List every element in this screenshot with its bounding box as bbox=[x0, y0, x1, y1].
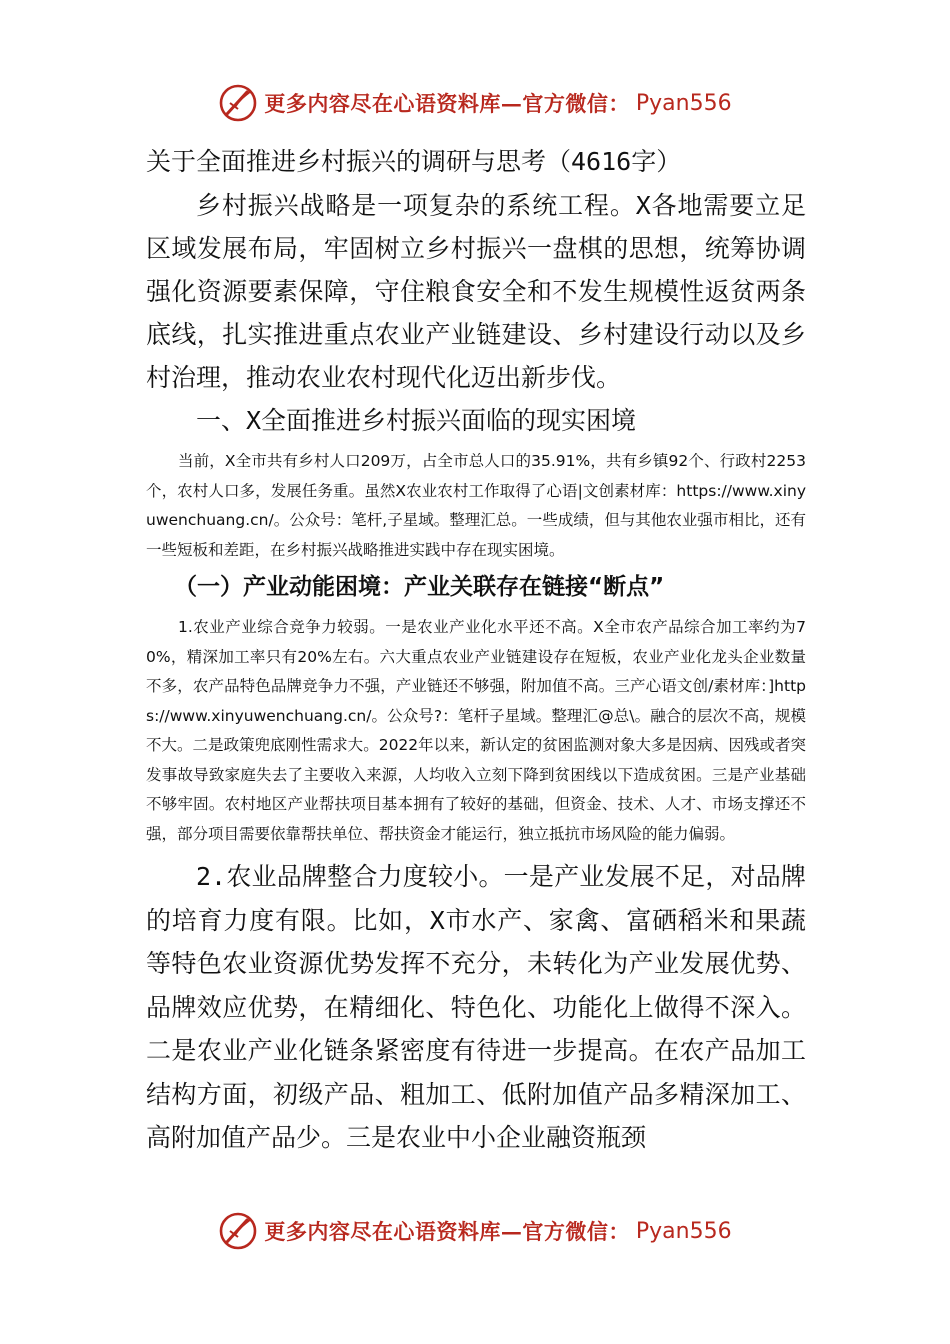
quill-logo-icon bbox=[218, 83, 258, 123]
lead-paragraph: 乡村振兴战略是一项复杂的系统工程。X各地需要立足区域发展布局，牢固树立乡村振兴一盘棋的思想，统筹协调强化资源要素保障，守住粮食安全和不发生规模性返贫两条底线，扎实推进重点农业产业链建设、乡村建设行动以及乡村治理，推动农业农村现代化迈出新步伐。 bbox=[146, 191, 806, 392]
header-banner bbox=[0, 80, 950, 126]
document-body bbox=[146, 140, 806, 1160]
quill-logo-icon bbox=[218, 1211, 258, 1251]
paragraph-1: 1.农业产业综合竞争力较弱。一是农业产业化水平还不高。X全市农产品综合加工率约为70%，精深加工率只有20%左右。六大重点农业产业链建设存在短板，农业产业化龙头企业数量不多，农产品特色品牌竞争力不强，产业链还不够强，附加值不高。三产心语文创/素材库：]https://www.xinyuwenchuang.cn/。公众号?：笔杆子星域。整理汇@总\。融合的层次不高，规模不大。二是政策兜底刚性需求大。2022年以来，新认定的贫困监测对象大多是因病、因残或者突发事故导致家庭失去了主要收入来源，人均收入立刻下降到贫困线以下造成贫困。三是产业基础不够牢固。农村地区产业帮扶项目基本拥有了较好的基础，但资金、技术、人才、市场支撑还不强，部分项目需要依靠帮扶单位、帮扶资金才能运行，独立抵抗市场风险的能力偏弱。 bbox=[146, 618, 806, 843]
section-heading: 一、X全面推进乡村振兴面临的现实困境 bbox=[196, 406, 637, 435]
section-intro-paragraph: 当前，X全市共有乡村人口209万，占全市总人口的35.91%，共有乡镇92个、行政村2253个，农村人口多，发展任务重。虽然X农业农村工作取得了心语|文创素材库：https://www.xinyuwenchuang.cn/。公众号：笔杆,子星域。整理汇总。一些成绩，但与其他农业强市相比，还有一些短板和差距，在乡村振兴战略推进实践中存在现实困境。 bbox=[146, 452, 806, 559]
header-banner-text: 更多内容尽在心语资料库—官方微信： bbox=[264, 91, 630, 116]
footer-banner bbox=[0, 1208, 950, 1254]
subsection-heading: （一）产业动能困境：产业关联存在链接“断点” bbox=[174, 574, 665, 600]
footer-banner-text: 更多内容尽在心语资料库—官方微信： bbox=[264, 1219, 630, 1244]
footer-wechat-id: Pyan556 bbox=[635, 1218, 732, 1244]
document-title: 关于全面推进乡村振兴的调研与思考（4616字） bbox=[146, 147, 682, 176]
header-wechat-id: Pyan556 bbox=[635, 90, 732, 116]
paragraph-2: 2.农业品牌整合力度较小。一是产业发展不足，对品牌的培育力度有限。比如，X市水产、家禽、富硒稻米和果蔬等特色农业资源优势发挥不充分，未转化为产业发展优势、品牌效应优势，在精细化、特色化、功能化上做得不深入。二是农业产业化链条紧密度有待进一步提高。在农产品加工结构方面，初级产品、粗加工、低附加值产品多精深加工、高附加值产品少。三是农业中小企业融资瓶颈 bbox=[146, 862, 806, 1152]
